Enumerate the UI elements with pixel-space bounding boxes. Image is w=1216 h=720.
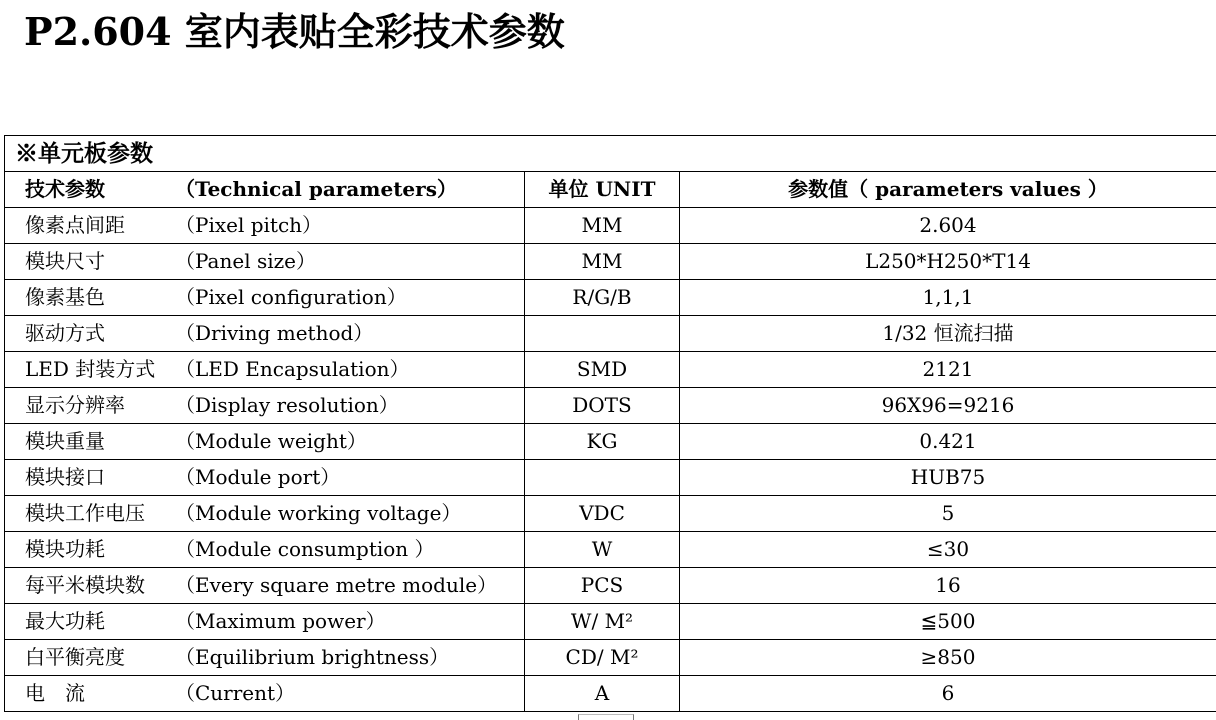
unit-cell: KG [525, 424, 680, 460]
parameter-cell [5, 496, 525, 532]
unit-cell: R/G/B [525, 280, 680, 316]
unit-cell: MM [525, 244, 680, 280]
value-cell: 5 [680, 496, 1216, 532]
unit-cell: SMD [525, 352, 680, 388]
parameter-name-cn: 模块功耗 [25, 537, 105, 561]
parameter-name-en: （LED Encapsulation） [175, 357, 410, 381]
parameter-name-cn: 显示分辨率 [25, 393, 125, 417]
parameter-name-cn: 驱动方式 [25, 321, 105, 345]
parameter-name-en: （Module consumption ） [175, 537, 435, 561]
table-row [5, 460, 1216, 496]
value-cell: L250*H250*T14 [680, 244, 1216, 280]
unit-cell [525, 316, 680, 352]
value-cell: ≤30 [680, 532, 1216, 568]
header-value: 参数值（ parameters values ） [680, 172, 1216, 208]
value-cell: 2.604 [680, 208, 1216, 244]
document-title: P2.604 室内表贴全彩技术参数 [24, 9, 565, 54]
parameter-name-en: （Module port） [175, 465, 341, 489]
parameter-name-cn: 模块接口 [25, 465, 105, 489]
unit-cell: PCS [525, 568, 680, 604]
parameter-name-cn: 模块重量 [25, 429, 105, 453]
parameter-name-cn: 每平米模块数 [25, 573, 145, 597]
value-cell: ≦500 [680, 604, 1216, 640]
parameter-name-en: （Every square metre module） [175, 573, 498, 597]
parameter-name-en: （Module working voltage） [175, 501, 462, 525]
table-body [5, 208, 1216, 712]
parameter-name-cn: 电 流 [25, 681, 85, 705]
spec-table [4, 135, 1216, 712]
unit-cell: CD/ M² [525, 640, 680, 676]
parameter-name-en: （Driving method） [175, 321, 374, 345]
header-unit: 单位 UNIT [525, 172, 680, 208]
value-cell: 16 [680, 568, 1216, 604]
value-cell: 96X96=9216 [680, 388, 1216, 424]
parameter-name-en: （Pixel pitch） [175, 213, 323, 237]
parameter-cell [5, 604, 525, 640]
table-row [5, 568, 1216, 604]
parameter-cell [5, 568, 525, 604]
parameter-cell [5, 208, 525, 244]
parameter-cell [5, 676, 525, 712]
unit-cell: DOTS [525, 388, 680, 424]
value-cell: 0.421 [680, 424, 1216, 460]
section-title: ※单元板参数 [5, 136, 1216, 172]
table-row [5, 316, 1216, 352]
unit-cell: MM [525, 208, 680, 244]
unit-cell [525, 460, 680, 496]
value-cell: ≥850 [680, 640, 1216, 676]
parameter-name-en: （Maximum power） [175, 609, 386, 633]
parameter-name-cn: 像素基色 [25, 285, 105, 309]
parameter-name-en: （Current） [175, 681, 296, 705]
parameter-name-en: （Module weight） [175, 429, 367, 453]
header-parameter-cn: 技术参数 [25, 177, 105, 201]
unit-cell: W/ M² [525, 604, 680, 640]
table-row [5, 352, 1216, 388]
value-cell: 6 [680, 676, 1216, 712]
parameter-name-cn: LED 封装方式 [25, 357, 156, 381]
parameter-name-en: （Display resolution） [175, 393, 399, 417]
table-row [5, 640, 1216, 676]
table-row [5, 388, 1216, 424]
parameter-cell [5, 352, 525, 388]
table-row [5, 496, 1216, 532]
header-parameter [5, 172, 525, 208]
table-row [5, 208, 1216, 244]
parameter-cell [5, 460, 525, 496]
parameter-name-en: （Panel size） [175, 249, 316, 273]
parameter-name-cn: 最大功耗 [25, 609, 105, 633]
parameter-name-en: （Pixel configuration） [175, 285, 407, 309]
page-edge-marker [578, 714, 634, 720]
value-cell: HUB75 [680, 460, 1216, 496]
parameter-name-cn: 模块工作电压 [25, 501, 145, 525]
parameter-cell [5, 388, 525, 424]
parameter-cell [5, 244, 525, 280]
table-row [5, 280, 1216, 316]
header-parameter-en: （Technical parameters） [175, 177, 457, 201]
value-cell: 1/32 恒流扫描 [680, 316, 1216, 352]
parameter-name-en: （Equilibrium brightness） [175, 645, 450, 669]
table-row [5, 532, 1216, 568]
table-row [5, 676, 1216, 712]
parameter-name-cn: 白平衡亮度 [25, 645, 125, 669]
parameter-name-cn: 模块尺寸 [25, 249, 105, 273]
unit-cell: A [525, 676, 680, 712]
value-cell: 2121 [680, 352, 1216, 388]
table-row [5, 604, 1216, 640]
parameter-name-cn: 像素点间距 [25, 213, 125, 237]
value-cell: 1,1,1 [680, 280, 1216, 316]
unit-cell: W [525, 532, 680, 568]
parameter-cell [5, 532, 525, 568]
parameter-cell [5, 280, 525, 316]
parameter-cell [5, 316, 525, 352]
table-header-row [5, 172, 1216, 208]
parameter-cell [5, 424, 525, 460]
unit-cell: VDC [525, 496, 680, 532]
table-row [5, 424, 1216, 460]
table-row [5, 244, 1216, 280]
parameter-cell [5, 640, 525, 676]
